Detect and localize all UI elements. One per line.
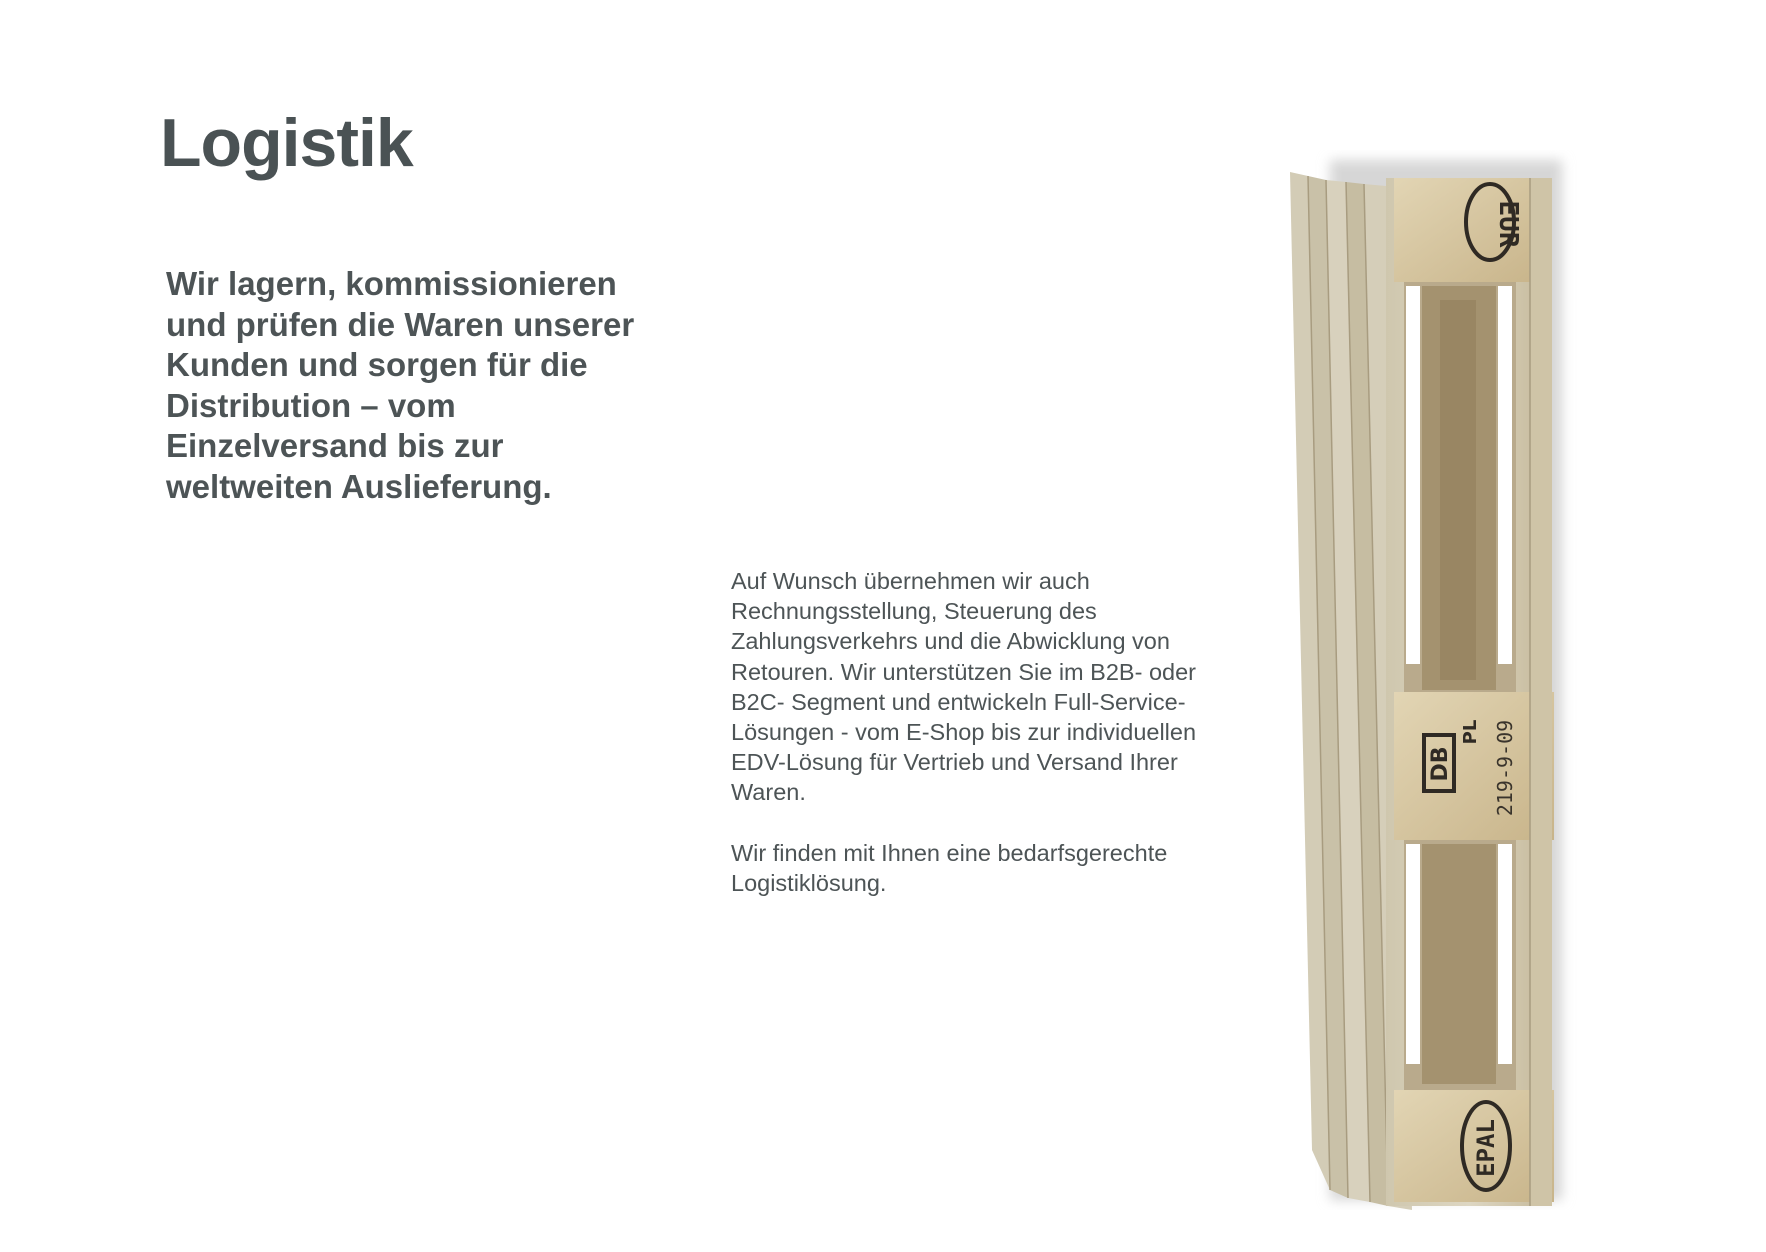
stamp-eur-text: EUR bbox=[1493, 200, 1523, 248]
page-title: Logistik bbox=[160, 105, 413, 181]
stamp-epal-text: EPAL bbox=[1472, 1119, 1500, 1177]
pallet-block-top bbox=[1394, 178, 1544, 282]
lead-paragraph: Wir lagern, kommissionieren und prüfen die Waren unserer Kunden und sorgen für die Distribution – vom Einzelversand bis zur weltweiten Auslieferung. bbox=[166, 265, 635, 505]
body-text bbox=[731, 566, 1221, 928]
pallet-right-edge bbox=[1530, 178, 1552, 1206]
euro-pallet-image bbox=[1290, 150, 1580, 1210]
stamp-db-text: DB bbox=[1428, 746, 1453, 782]
stamp-code-text: 219-9-09 bbox=[1493, 719, 1517, 817]
body-paragraph-1: Auf Wunsch übernehmen wir auch Rechnungsstellung, Steuerung des Zahlungsverkehrs und die Abwicklung von Retouren. Wir unterstützen Sie im B2B- oder B2C- Segment und entwickeln Full-Service-Lösungen - vom E-Shop bis zur individuellen EDV-Lösung für Vertrieb und Versand Ihrer Waren. bbox=[731, 568, 1197, 806]
body-paragraph-2: Wir finden mit Ihnen eine bedarfsgerechte Logistiklösung. bbox=[731, 839, 1168, 896]
stamp-country-text: PL bbox=[1460, 719, 1481, 745]
